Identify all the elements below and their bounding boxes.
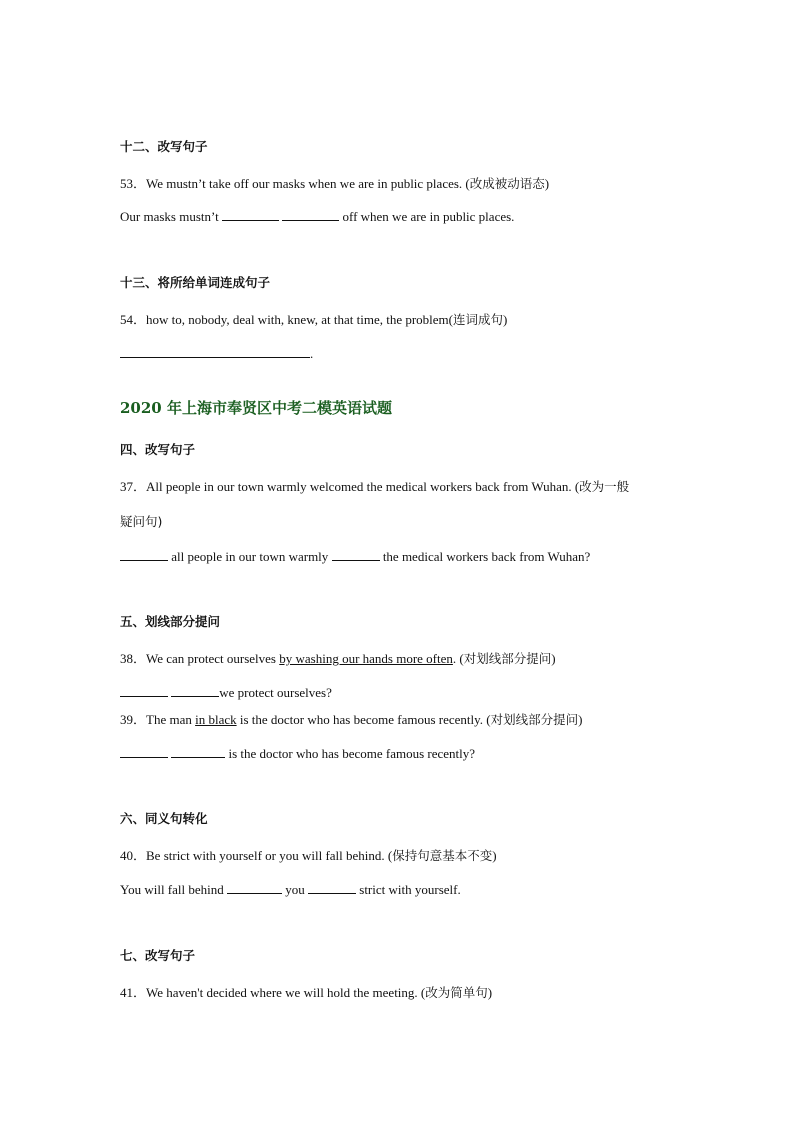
answer-53-suffix: off when we are in public places. — [342, 209, 515, 224]
answer-blank[interactable] — [171, 684, 219, 697]
question-38-underlined: by washing our hands more often — [279, 651, 453, 666]
answer-53-prefix: Our masks mustn’t — [120, 209, 219, 224]
question-54-text: 54．how to, nobody, deal with, knew, at that time, the problem( — [120, 312, 453, 327]
answer-37 — [120, 548, 590, 565]
question-39-text: 39．The man — [120, 712, 196, 727]
question-41-instruction: 改为简单句 — [425, 985, 488, 1000]
question-38-text-end: . ( — [452, 651, 464, 666]
question-41-text: 41．We haven't decided where we will hold the meeting. ( — [120, 985, 426, 1000]
answer-blank[interactable] — [171, 745, 225, 758]
section-heading-13: 十三、将所给单词连成句子 — [120, 275, 271, 290]
answer-39 — [120, 745, 475, 762]
section-heading-12: 十二、改写句子 — [120, 139, 208, 154]
answer-40-prefix: You will fall behind — [120, 882, 224, 897]
question-53-text: 53．We mustn’t take off our masks when we are in public places. ( — [120, 176, 470, 191]
question-53-close: ) — [544, 176, 550, 191]
question-40-close: ) — [492, 848, 497, 863]
section-heading-4: 四、改写句子 — [120, 442, 196, 457]
question-39-close: ) — [578, 712, 583, 727]
question-54-instruction: 连词成句 — [453, 312, 504, 327]
answer-blank[interactable] — [120, 345, 310, 358]
answer-blank[interactable] — [227, 881, 282, 894]
question-53 — [120, 176, 549, 192]
question-39 — [120, 712, 583, 728]
answer-blank[interactable] — [332, 548, 380, 561]
question-40 — [120, 848, 497, 864]
question-39-instruction: 对划线部分提问 — [490, 712, 579, 727]
answer-blank[interactable] — [120, 548, 168, 561]
answer-blank[interactable] — [222, 208, 279, 221]
question-41 — [120, 985, 492, 1001]
question-40-text: 40．Be strict with yourself or you will fall behind. ( — [120, 848, 393, 863]
section-heading-5: 五、划线部分提问 — [120, 614, 221, 629]
answer-37-middle: all people in our town warmly — [171, 549, 329, 564]
question-39-text-end: is the doctor who has become famous recently. ( — [236, 712, 491, 727]
question-41-close: ) — [487, 985, 493, 1000]
question-38-close: ) — [551, 651, 556, 666]
question-40-instruction: 保持句意基本不变 — [392, 848, 493, 863]
question-37 — [120, 479, 629, 495]
exam-title: 2020 年上海市奉贤区中考二模英语试题 — [120, 399, 392, 417]
answer-40 — [120, 881, 461, 898]
answer-blank[interactable] — [282, 208, 339, 221]
answer-39-suffix: is the doctor who has become famous recently? — [228, 746, 476, 761]
answer-blank[interactable] — [120, 684, 168, 697]
answer-40-middle: you — [285, 882, 305, 897]
answer-37-suffix: the medical workers back from Wuhan? — [382, 549, 591, 564]
answer-38-suffix: we protect ourselves? — [219, 685, 332, 700]
answer-blank[interactable] — [120, 745, 168, 758]
question-54-close: ) — [503, 312, 508, 327]
section-heading-7: 七、改写句子 — [120, 948, 196, 963]
question-54 — [120, 312, 507, 328]
section-heading-6: 六、同义句转化 — [120, 811, 208, 826]
question-38 — [120, 651, 556, 667]
answer-blank[interactable] — [308, 881, 356, 894]
answer-54-end: . — [310, 346, 314, 361]
answer-53 — [120, 208, 514, 225]
answer-54 — [120, 345, 313, 362]
question-39-underlined: in black — [195, 712, 237, 727]
question-38-instruction: 对划线部分提问 — [463, 651, 552, 666]
question-53-instruction: 改成被动语态 — [469, 176, 545, 191]
question-38-text: 38．We can protect ourselves — [120, 651, 280, 666]
question-37-text: 37．All people in our town warmly welcomed the medical workers back from Wuhan. ( — [120, 479, 580, 494]
answer-40-suffix: strict with yourself. — [359, 882, 461, 897]
question-37-instruction: 改为一般 — [579, 479, 630, 494]
question-37-instruction-cont: 疑问句) — [120, 514, 163, 529]
answer-38 — [120, 684, 332, 701]
